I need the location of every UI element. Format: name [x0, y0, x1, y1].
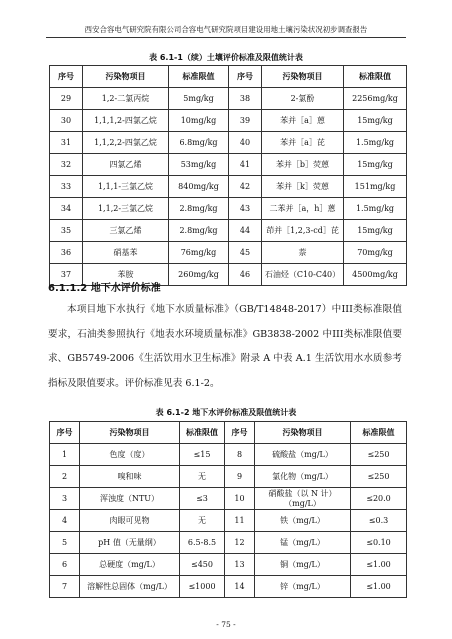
- table-cell: 70mg/kg: [344, 242, 407, 264]
- table-cell: 嗅和味: [80, 466, 180, 488]
- table-cell: ≤1.00: [351, 554, 407, 576]
- table-cell: 33: [50, 176, 83, 198]
- section-paragraph: 本项目地下水执行《地下水质量标准》（GB/T14848-2017）中III类标准限值要求，石油类参照执行《地表水环境质量标准》GB3838-2002 中III类标准限值要求、GB5749-2006《生活饮用水卫生标准》附录 A 中表 A.1 生活饮用水水质参考指标及限值要求。评价标准见表 6.1-2。: [48, 304, 402, 389]
- table-cell: 14: [225, 576, 255, 598]
- table-cell: 31: [50, 132, 83, 154]
- table-cell: 2-氯酚: [262, 88, 344, 110]
- col-header-limit: 标准限值: [351, 422, 407, 444]
- table-cell: 溶解性总固体（mg/L）: [80, 576, 180, 598]
- table-cell: 7: [50, 576, 80, 598]
- table-cell: 8: [225, 444, 255, 466]
- table-cell: 2: [50, 466, 80, 488]
- table-row: [50, 88, 407, 110]
- table-cell: 30: [50, 110, 83, 132]
- table-cell: 1,1,1-三氯乙烷: [83, 176, 169, 198]
- table-cell: 11: [225, 510, 255, 532]
- table-cell: 铜（mg/L）: [255, 554, 351, 576]
- table-cell: 260mg/kg: [169, 264, 229, 286]
- col-header-pollutant: 污染物项目: [80, 422, 180, 444]
- table-cell: 无: [180, 466, 225, 488]
- table-cell: 32: [50, 154, 83, 176]
- table-cell: 43: [229, 198, 262, 220]
- table-cell: 氯化物（mg/L）: [255, 466, 351, 488]
- table-cell: 37: [50, 264, 83, 286]
- table-cell: 硫酸盐（mg/L）: [255, 444, 351, 466]
- table-cell: 44: [229, 220, 262, 242]
- table-cell: 151mg/kg: [344, 176, 407, 198]
- table-cell: 三氯乙烯: [83, 220, 169, 242]
- col-header-index: 序号: [229, 66, 262, 88]
- table-cell: 肉眼可见物: [80, 510, 180, 532]
- table-cell: 苯并［a］蒽: [262, 110, 344, 132]
- table-cell: 锰（mg/L）: [255, 532, 351, 554]
- groundwater-standards-table: [49, 421, 407, 598]
- table-cell: pH 值（无量纲）: [80, 532, 180, 554]
- table-row: [50, 510, 407, 532]
- table-cell: 42: [229, 176, 262, 198]
- table-cell: 3: [50, 488, 80, 510]
- table-header-row: [50, 66, 407, 88]
- col-header-limit: 标准限值: [344, 66, 407, 88]
- table-cell: 13: [225, 554, 255, 576]
- table-cell: ≤250: [351, 466, 407, 488]
- table-cell: 1,1,2-三氯乙烷: [83, 198, 169, 220]
- table-cell: 1.5mg/kg: [344, 132, 407, 154]
- table-cell: ≤250: [351, 444, 407, 466]
- table-cell: 硝酸盐（以 N 计）（mg/L）: [255, 488, 351, 510]
- section-heading: 6.1.1.2 地下水评价标准: [48, 283, 161, 294]
- table-cell: 34: [50, 198, 83, 220]
- page-number: - 75 -: [216, 620, 236, 629]
- table-cell: 39: [229, 110, 262, 132]
- table-row: [50, 198, 407, 220]
- table-cell: 15mg/kg: [344, 110, 407, 132]
- table-cell: 铁（mg/L）: [255, 510, 351, 532]
- table-row: [50, 532, 407, 554]
- table-cell: 1.5mg/kg: [344, 198, 407, 220]
- table-cell: 浑浊度（NTU）: [80, 488, 180, 510]
- table-row: [50, 154, 407, 176]
- header-rule: [46, 37, 406, 38]
- table1-caption: 表 6.1-1（续）土壤评价标准及限值统计表: [149, 53, 303, 62]
- table-cell: ≤1000: [180, 576, 225, 598]
- table-cell: 总硬度（mg/L）: [80, 554, 180, 576]
- table-cell: ≤15: [180, 444, 225, 466]
- table-row: [50, 466, 407, 488]
- table-cell: 6: [50, 554, 80, 576]
- table-cell: 12: [225, 532, 255, 554]
- table-cell: 10: [225, 488, 255, 510]
- table-cell: 茚并［1,2,3-cd］芘: [262, 220, 344, 242]
- table-cell: 苯并［a］芘: [262, 132, 344, 154]
- table-row: [50, 132, 407, 154]
- table-cell: 41: [229, 154, 262, 176]
- table-cell: 10mg/kg: [169, 110, 229, 132]
- table-cell: 苯胺: [83, 264, 169, 286]
- running-header: 西安合容电气研究院有限公司合容电气研究院项目建设用地土壤污染状况初步调查报告: [84, 25, 368, 34]
- table-cell: 35: [50, 220, 83, 242]
- col-header-index: 序号: [50, 66, 83, 88]
- table-cell: 锌（mg/L）: [255, 576, 351, 598]
- col-header-pollutant: 污染物项目: [83, 66, 169, 88]
- table-cell: 36: [50, 242, 83, 264]
- table-cell: 硝基苯: [83, 242, 169, 264]
- col-header-index: 序号: [50, 422, 80, 444]
- table-cell: 46: [229, 264, 262, 286]
- table-cell: 色度（度）: [80, 444, 180, 466]
- table-cell: ≤1.00: [351, 576, 407, 598]
- table-cell: 1,1,1,2-四氯乙烷: [83, 110, 169, 132]
- table2-caption: 表 6.1-2 地下水评价标准及限值统计表: [155, 408, 297, 417]
- table-cell: 6.8mg/kg: [169, 132, 229, 154]
- table-cell: 苯并［k］荧蒽: [262, 176, 344, 198]
- table-row: [50, 220, 407, 242]
- table-row: [50, 110, 407, 132]
- table-header-row: [50, 422, 407, 444]
- table-cell: 石油烃（C10-C40）: [262, 264, 344, 286]
- table-row: [50, 488, 407, 510]
- table-row: [50, 176, 407, 198]
- soil-standards-table: [49, 65, 407, 286]
- table-cell: 1,2-二氯丙烷: [83, 88, 169, 110]
- table-cell: ≤450: [180, 554, 225, 576]
- table-row: [50, 444, 407, 466]
- table-cell: 29: [50, 88, 83, 110]
- table-cell: ≤20.0: [351, 488, 407, 510]
- table-cell: 45: [229, 242, 262, 264]
- table-cell: 2.8mg/kg: [169, 220, 229, 242]
- table-cell: 6.5-8.5: [180, 532, 225, 554]
- col-header-pollutant: 污染物项目: [262, 66, 344, 88]
- table-row: [50, 242, 407, 264]
- table-cell: 38: [229, 88, 262, 110]
- table-cell: 2256mg/kg: [344, 88, 407, 110]
- table-cell: 40: [229, 132, 262, 154]
- table-cell: 1,1,2,2-四氯乙烷: [83, 132, 169, 154]
- table-cell: ≤3: [180, 488, 225, 510]
- col-header-limit: 标准限值: [169, 66, 229, 88]
- table-cell: ≤0.10: [351, 532, 407, 554]
- table-cell: 1: [50, 444, 80, 466]
- table-row: [50, 554, 407, 576]
- table-cell: 5: [50, 532, 80, 554]
- col-header-limit: 标准限值: [180, 422, 225, 444]
- col-header-pollutant: 污染物项目: [255, 422, 351, 444]
- table-cell: 840mg/kg: [169, 176, 229, 198]
- table-row: [50, 576, 407, 598]
- table-cell: 15mg/kg: [344, 154, 407, 176]
- table-cell: 无: [180, 510, 225, 532]
- table-cell: 15mg/kg: [344, 220, 407, 242]
- table-cell: 5mg/kg: [169, 88, 229, 110]
- col-header-index: 序号: [225, 422, 255, 444]
- table-cell: 4500mg/kg: [344, 264, 407, 286]
- table-cell: 二苯并［a，h］蒽: [262, 198, 344, 220]
- table-cell: 四氯乙烯: [83, 154, 169, 176]
- table-cell: ≤0.3: [351, 510, 407, 532]
- table-cell: 萘: [262, 242, 344, 264]
- table-cell: 2.8mg/kg: [169, 198, 229, 220]
- table-cell: 9: [225, 466, 255, 488]
- table-cell: 53mg/kg: [169, 154, 229, 176]
- table-cell: 苯并［b］荧蒽: [262, 154, 344, 176]
- table-cell: 4: [50, 510, 80, 532]
- table-cell: 76mg/kg: [169, 242, 229, 264]
